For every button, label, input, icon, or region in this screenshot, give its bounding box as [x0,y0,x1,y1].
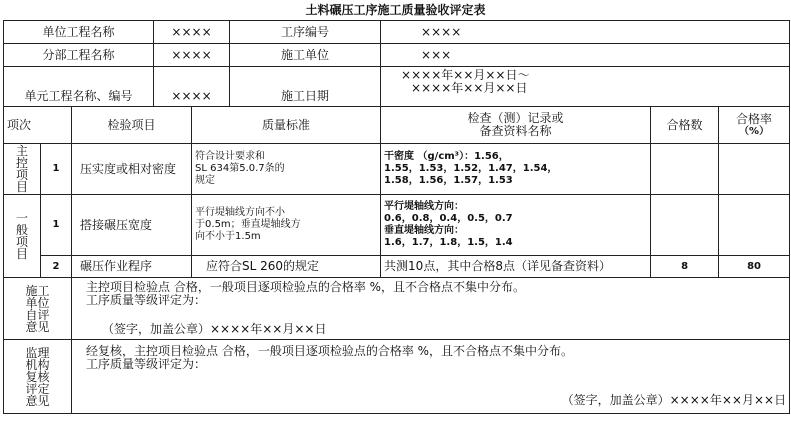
row-standard: 应符合SL 260的规定 [192,256,381,278]
row-check-item: 搭接碾压宽度 [72,195,192,256]
row-pass-rate [719,195,790,256]
unit-project-label: 单位工程名称 [4,21,154,44]
supervision-line1: 经复核，主控项目检验点 合格，一般项目逐项检验点的合格率 %，且不合格点不集中分布。 [86,344,574,358]
self-eval-line1: 主控项目检验点 合格，一般项目逐项检验点的合格率 %，且不合格点不集中分布。 [86,280,526,294]
row-record: 干密度 （g/cm³）：1.56， 1.55，1.53，1.52，1.47，1.54， 1.58，1.56，1.57，1.53 [381,144,651,195]
col-check-item: 检验项目 [72,107,192,144]
col-qualified-count: 合格数 [651,107,719,144]
supervision-content [72,340,790,414]
element-project-label: 单元工程名称、编号 [4,67,154,107]
construction-unit-value: ××× [381,44,790,67]
main-control-label: 主控项目 [4,144,41,195]
process-no-label: 工序编号 [230,21,381,44]
row-no: 2 [41,256,72,278]
supervision-signature: （签字，加盖公章）××××年××月××日 [561,393,787,407]
construction-date-label: 施工日期 [230,67,381,107]
unit-project-value: ×××× [154,21,230,44]
element-project-value: ×××× [154,67,230,107]
row-no: 1 [41,144,72,195]
row-no: 1 [41,195,72,256]
table-row [4,144,790,195]
row-pass-rate: 80 [719,256,790,278]
row-standard: 平行堤轴线方向不小 于0.5m；垂直堤轴线方 向不小于1.5m [192,195,381,256]
row-record: 共测10点，其中合格8点（详见备查资料） [381,256,651,278]
supervision-line2: 工序质量等级评定为： [86,357,207,371]
col-pass-rate-line2: （%） [739,125,770,137]
process-no-value: ×××× [381,21,790,44]
row-standard: 符合设计要求和 SL 634第5.0.7条的 规定 [192,144,381,195]
self-eval-content [72,278,790,340]
form-title: 土料碾压工序施工质量验收评定表 [305,3,486,17]
col-standard: 质量标准 [192,107,381,144]
col-item-type: 项次 [4,107,72,144]
supervision-label: 监理机构复核评定意见 [4,340,72,414]
col-record [381,107,651,144]
row-qualified-count [651,144,719,195]
general-label: 一般项目 [4,195,41,278]
construction-unit-label: 施工单位 [230,44,381,67]
row-qualified-count [651,195,719,256]
row-record: 平行堤轴线方向： 0.6，0.8，0.4，0.5，0.7 垂直堤轴线方向： 1.6，1.7，1.8，1.5，1.4 [381,195,651,256]
row-check-item: 碾压作业程序 [72,256,192,278]
sub-project-label: 分部工程名称 [4,44,154,67]
col-record-line1: 检查（测）记录或 [467,111,564,125]
sub-project-value: ×××× [154,44,230,67]
col-pass-rate-line1: 合格率 [736,111,773,126]
col-pass-rate [719,107,790,144]
construction-date-cell [381,67,790,107]
quality-evaluation-table [3,20,790,414]
row-qualified-count: 8 [651,256,719,278]
col-record-line2: 备查资料名称 [479,124,552,138]
construction-date-end: ××××年××月××日 [411,81,528,95]
row-check-item: 压实度或相对密度 [72,144,192,195]
table-row [4,256,790,278]
table-row [4,195,790,256]
self-eval-line2: 工序质量等级评定为： [86,293,207,307]
self-eval-label: 施工单位自评意见 [4,278,72,340]
row-pass-rate [719,144,790,195]
self-eval-signature: （签字，加盖公章）××××年××月××日 [102,322,327,336]
construction-date-start: ××××年××月××日～ [401,68,530,82]
